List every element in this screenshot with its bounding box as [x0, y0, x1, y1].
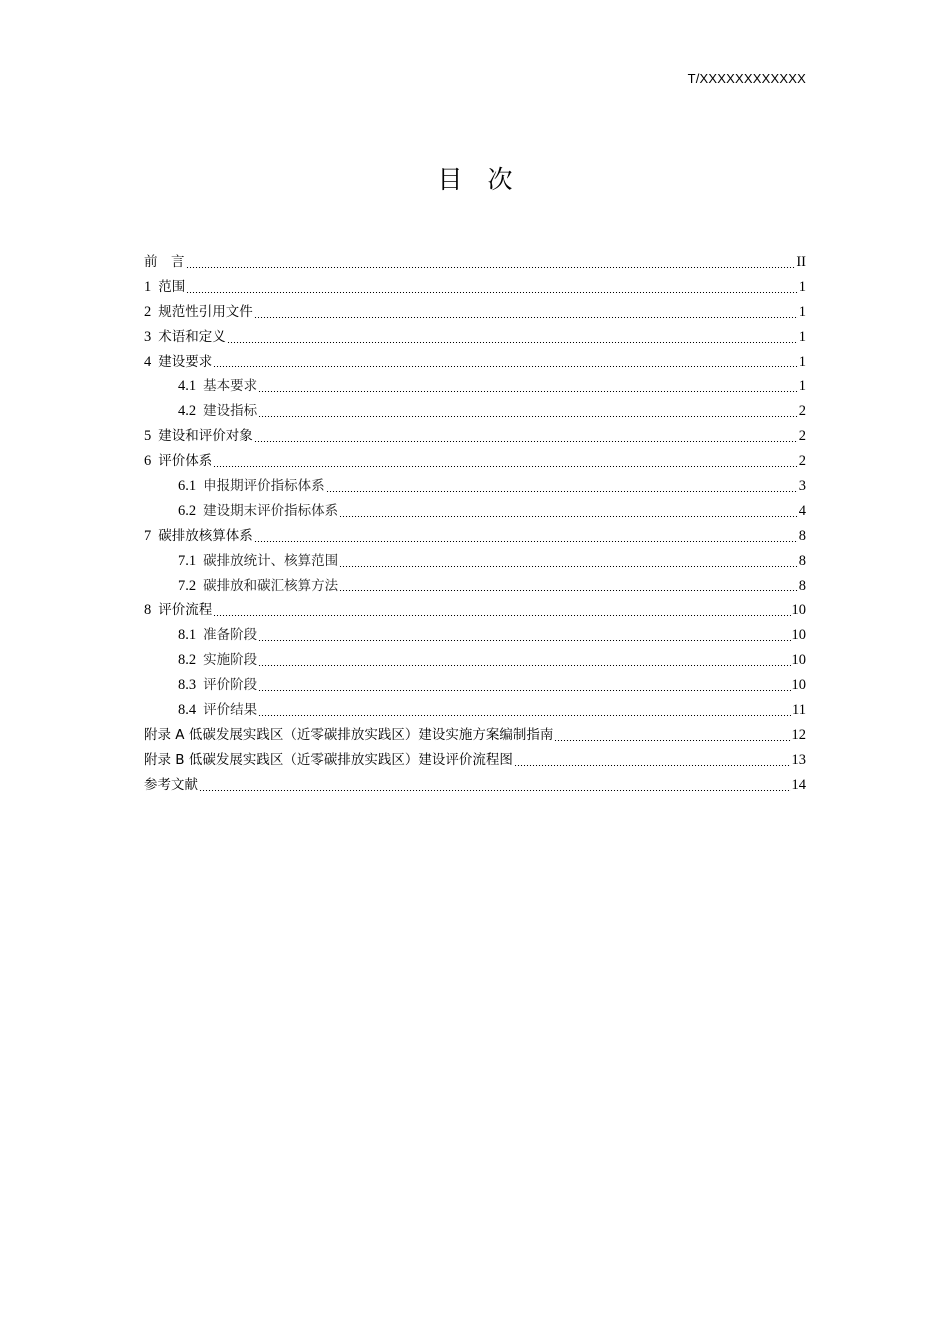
- toc-entry-page: 2: [798, 428, 806, 445]
- toc-entry[interactable]: [144, 524, 806, 549]
- toc-entry-number: 6.2: [178, 502, 197, 519]
- toc-entry-number: 6.1: [178, 478, 197, 494]
- toc-entry[interactable]: [144, 574, 806, 599]
- toc-entry[interactable]: [144, 623, 806, 648]
- toc-entry-label: [144, 275, 185, 300]
- toc-entry-page: 8: [798, 527, 806, 544]
- toc-dot-leader: [339, 590, 798, 591]
- toc-entry-page: 1: [798, 378, 806, 395]
- toc-entry[interactable]: [144, 549, 806, 574]
- toc-dot-leader: [514, 765, 791, 766]
- toc-entry-title: 碳排放核算体系: [158, 527, 253, 544]
- toc-dot-leader: [258, 690, 790, 691]
- toc-entry-label: [144, 773, 198, 798]
- toc-entry[interactable]: [144, 648, 806, 673]
- toc-dot-leader: [213, 366, 798, 367]
- toc-entry-label: [144, 449, 212, 474]
- toc-entry-page: II: [796, 253, 806, 270]
- toc-entry-label: [178, 648, 257, 673]
- toc-entry-title: 碳排放统计、核算范围: [203, 552, 339, 569]
- toc-entry[interactable]: [144, 250, 806, 275]
- toc-entry-label: [144, 748, 513, 773]
- toc-entry[interactable]: [144, 325, 806, 350]
- toc-dot-leader: [254, 317, 798, 318]
- toc-entry-number: 8: [144, 602, 152, 619]
- toc-entry[interactable]: [144, 300, 806, 325]
- toc-dot-leader: [186, 292, 798, 293]
- toc-entry-title: 评价阶段: [203, 677, 258, 694]
- toc-entry-page: 4: [798, 502, 806, 519]
- toc-entry[interactable]: [144, 374, 806, 399]
- toc-entry-number: 8.3: [178, 677, 197, 694]
- document-code: T/XXXXXXXXXXXX: [687, 71, 806, 86]
- toc-dot-leader: [199, 790, 791, 791]
- page-title: 目 次: [437, 165, 513, 194]
- toc-entry[interactable]: [144, 350, 806, 375]
- toc-dot-leader: [339, 516, 798, 517]
- toc-dot-leader: [258, 715, 791, 716]
- toc-entry-number: 4.1: [178, 378, 197, 395]
- toc-entry-number: 3: [144, 328, 152, 345]
- toc-entry-number: 5: [144, 428, 152, 445]
- toc-entry-page: 10: [791, 627, 806, 644]
- toc-entry[interactable]: [144, 723, 806, 748]
- toc-entry-page: 10: [791, 677, 806, 694]
- toc-entry-title: 建设要求: [158, 353, 213, 370]
- toc-entry-page: 3: [798, 478, 806, 494]
- toc-entry-page: 12: [791, 726, 806, 743]
- toc-entry-title: 参考文献: [144, 776, 198, 793]
- toc-entry-title: 申报期评价指标体系: [203, 478, 325, 494]
- toc-dot-leader: [254, 441, 798, 442]
- toc-entry-label: [178, 399, 257, 424]
- toc-dot-leader: [258, 640, 790, 641]
- toc-dot-leader: [186, 267, 796, 268]
- toc-entry-label: [178, 474, 325, 499]
- toc-entry-label: [178, 698, 257, 723]
- toc-entry[interactable]: [144, 424, 806, 449]
- toc-entry-number: 8.1: [178, 627, 197, 644]
- toc-entry[interactable]: [144, 499, 806, 524]
- toc-entry-title: 前 言: [144, 253, 185, 270]
- toc-entry-number: 8.2: [178, 652, 197, 669]
- toc-entry-title: 建设期末评价指标体系: [203, 502, 339, 519]
- toc-entry-title: 术语和定义: [158, 328, 226, 345]
- toc-entry-title: 评价流程: [158, 602, 213, 619]
- toc-entry-page: 1: [798, 328, 806, 345]
- toc-dot-leader: [213, 615, 790, 616]
- toc-entry-page: 11: [792, 702, 806, 719]
- toc-entry-label: [178, 549, 338, 574]
- toc-entry-title: 附录 A 低碳发展实践区（近零碳排放实践区）建设实施方案编制指南: [144, 726, 554, 743]
- toc-entry-page: 1: [798, 303, 806, 320]
- toc-entry-title: 准备阶段: [203, 627, 258, 644]
- toc-entry-page: 2: [798, 403, 806, 420]
- toc-dot-leader: [339, 566, 798, 567]
- toc-entry-number: 6: [144, 453, 152, 470]
- toc-entry-page: 1: [798, 278, 806, 295]
- toc-entry-label: [178, 673, 257, 698]
- toc-entry-label: [144, 598, 212, 623]
- toc-entry[interactable]: [144, 474, 806, 499]
- toc-entry-page: 8: [798, 552, 806, 569]
- toc-entry-label: [144, 250, 185, 275]
- toc-entry[interactable]: [144, 673, 806, 698]
- toc-entry-title: 规范性引用文件: [158, 303, 253, 320]
- toc-dot-leader: [258, 665, 790, 666]
- toc-entry-title: 实施阶段: [203, 652, 258, 669]
- toc-entry-title: 基本要求: [203, 378, 258, 395]
- toc-entry-label: [144, 325, 226, 350]
- toc-dot-leader: [227, 342, 798, 343]
- toc-dot-leader: [258, 416, 798, 417]
- toc-entry-label: [144, 300, 253, 325]
- toc-entry-page: 2: [798, 453, 806, 470]
- toc-entry-label: [178, 374, 257, 399]
- toc-entry-page: 8: [798, 577, 806, 594]
- toc-entry-page: 10: [791, 652, 806, 669]
- toc-entry-title: 评价结果: [203, 702, 258, 719]
- toc-entry[interactable]: [144, 598, 806, 623]
- toc-entry-label: [178, 623, 257, 648]
- table-of-contents: [144, 250, 806, 798]
- toc-entry-label: [144, 350, 212, 375]
- toc-entry[interactable]: [144, 399, 806, 424]
- toc-entry-number: 7.1: [178, 552, 197, 569]
- toc-entry-number: 4: [144, 353, 152, 370]
- toc-entry-page: 14: [791, 776, 806, 793]
- toc-entry[interactable]: [144, 449, 806, 474]
- toc-entry-number: 1: [144, 278, 152, 295]
- toc-entry-title: 附录 B 低碳发展实践区（近零碳排放实践区）建设评价流程图: [144, 751, 513, 768]
- toc-entry-label: [178, 574, 338, 599]
- toc-entry-title: 建设和评价对象: [158, 428, 253, 445]
- toc-entry[interactable]: [144, 698, 806, 723]
- toc-dot-leader: [213, 466, 798, 467]
- toc-entry-title: 评价体系: [158, 453, 213, 470]
- toc-dot-leader: [258, 391, 798, 392]
- toc-dot-leader: [326, 491, 798, 492]
- toc-entry-title: 范围: [158, 278, 186, 295]
- toc-entry-label: [178, 499, 338, 524]
- toc-entry-page: 13: [791, 751, 806, 768]
- toc-entry-label: [144, 424, 253, 449]
- toc-entry-label: [144, 723, 553, 748]
- toc-dot-leader: [554, 740, 790, 741]
- toc-entry-number: 8.4: [178, 702, 197, 719]
- toc-entry-label: [144, 524, 253, 549]
- toc-entry[interactable]: [144, 275, 806, 300]
- toc-dot-leader: [254, 541, 798, 542]
- toc-entry-title: 建设指标: [203, 403, 258, 420]
- toc-entry-number: 7.2: [178, 577, 197, 594]
- toc-entry-title: 碳排放和碳汇核算方法: [203, 577, 339, 594]
- toc-entry[interactable]: [144, 773, 806, 798]
- toc-entry[interactable]: [144, 748, 806, 773]
- toc-entry-page: 1: [798, 353, 806, 370]
- toc-entry-number: 2: [144, 303, 152, 320]
- toc-entry-number: 4.2: [178, 403, 197, 420]
- toc-entry-page: 10: [791, 602, 806, 619]
- toc-entry-number: 7: [144, 527, 152, 544]
